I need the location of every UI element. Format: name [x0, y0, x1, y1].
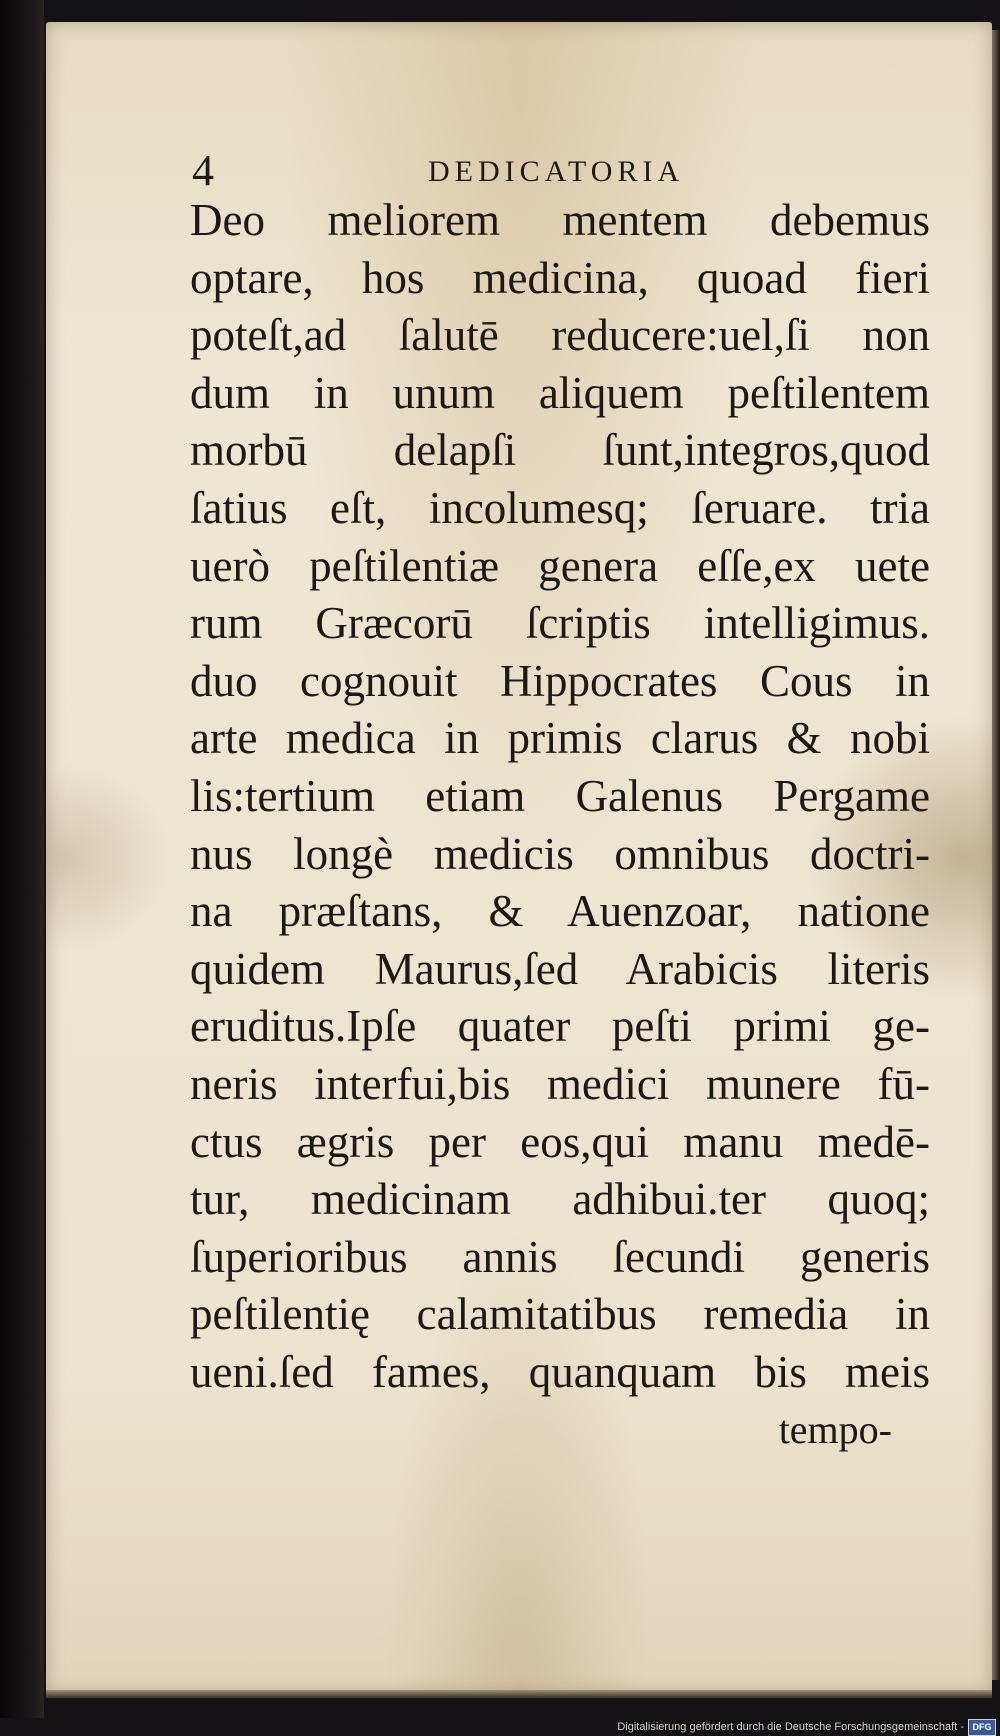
- running-head: [192, 146, 752, 196]
- text-line: na præſtans, & Auenzoar, natione: [190, 886, 930, 937]
- text-line: tur, medicinam adhibui.ter quoq;: [190, 1174, 930, 1225]
- text-line: arte medica in primis clarus & nobi: [190, 713, 930, 764]
- dfg-logo: DFG: [968, 1719, 996, 1736]
- digitization-credit: Digitalisierung gefördert durch die Deutsche Forschungsgemeinschaft -: [617, 1721, 964, 1733]
- text-line: morbū delapſi ſunt,integros,quod: [190, 425, 930, 476]
- text-line: eruditus.Ipſe quater peſti primi ge-: [190, 1001, 930, 1052]
- text-line: dum in unum aliquem peſtilentem: [190, 367, 930, 418]
- text-line: neris interfui,bis medici munere fū-: [190, 1058, 930, 1109]
- running-title: DEDICATORIA: [428, 155, 685, 188]
- text-line: poteſt,ad ſalutē reducere:uel,ſi non: [190, 310, 930, 361]
- text-line: peſtilentię calamitatibus remedia in: [190, 1289, 930, 1340]
- text-line: ſuperioribus annis ſecundi generis: [190, 1231, 930, 1282]
- catchword: tempo-: [778, 1407, 892, 1453]
- text-line: optare, hos medicina, quoad fieri: [190, 252, 930, 303]
- text-line: uerò peſtilentiæ genera eſſe,ex uete: [190, 540, 930, 591]
- text-line: ueni.ſed fames, quanquam bis meis: [190, 1346, 930, 1397]
- page-edge-bottom: [46, 1690, 992, 1698]
- page-number: 4: [192, 146, 214, 195]
- text-line: Deo meliorem mentem debemus: [190, 195, 930, 245]
- text-line: nus longè medicis omnibus doctri-: [190, 828, 930, 879]
- book-spine: [0, 0, 44, 1736]
- text-line: rum Græcorū ſcriptis intelligimus.: [190, 598, 930, 649]
- text-line: lis:tertium etiam Galenus Pergame: [190, 770, 930, 821]
- body-text: [190, 192, 930, 1459]
- text-line: duo cognouit Hippocrates Cous in: [190, 655, 930, 706]
- text-line: quidem Maurus,ſed Arabicis literis: [190, 943, 930, 994]
- text-line: ctus ægris per eos,qui manu medē-: [190, 1116, 930, 1167]
- text-line: ſatius eſt, incolumesq; ſeruare. tria: [190, 482, 930, 533]
